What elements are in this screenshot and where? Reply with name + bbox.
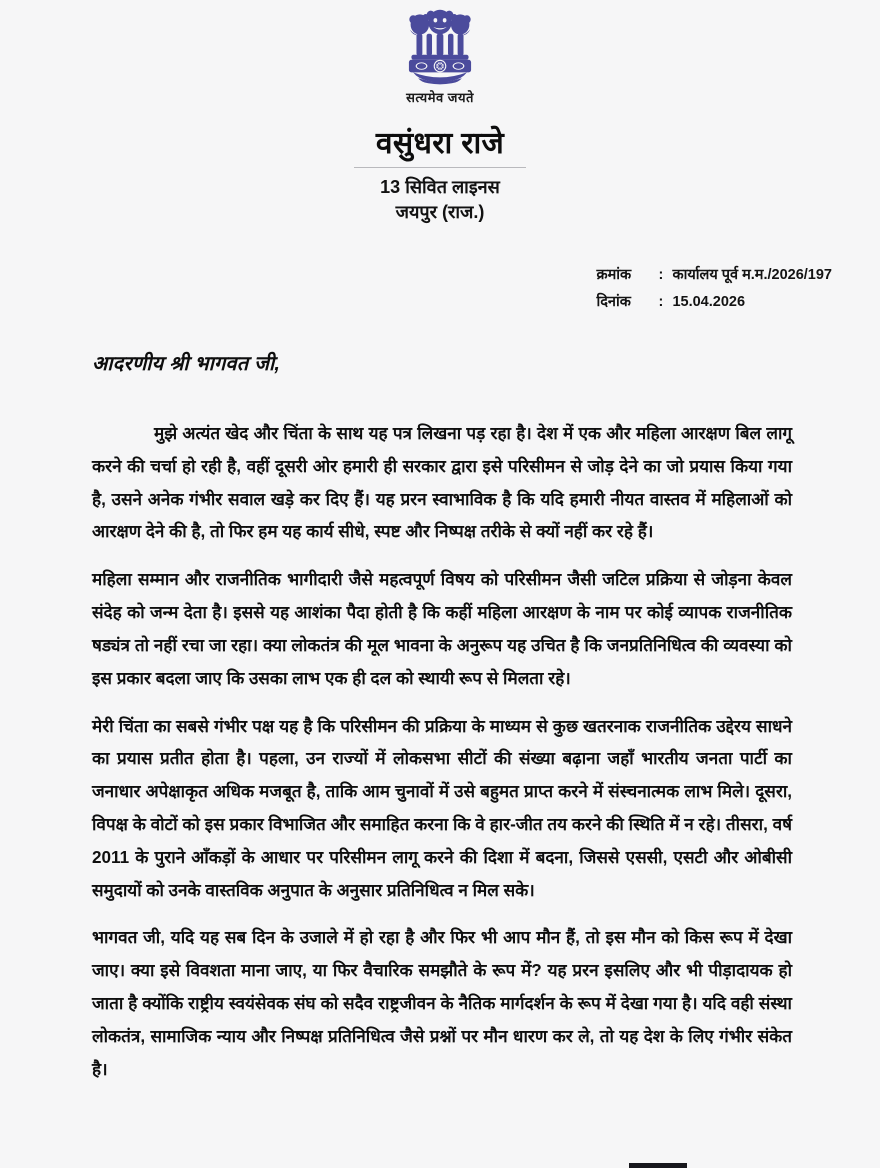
reference-number-value: कार्यालय पूर्व म.म./2026/197: [672, 267, 832, 283]
name-divider: [354, 167, 526, 168]
body-paragraph: मेरी चिंता का सबसे गंभीर पक्ष यह है कि परिसीमन की प्रक्रिया के माध्यम से कुछ खतरनाक राजनीतिक उद्देरय साधने का प्रयास प्रतीत होता है। पहला, उन राज्यों में लोकसभा सीटों की संख्या बढ़ाना जहाँ भारतीय जनता पार्टी का जनाधार अपेक्षाकृत अधिक मजबूत है, ताकि आम चुनावों में उसे बहुमत प्राप्त करने में संस्चनात्मक लाभ मिले। दूसरा, विपक्ष के वोटों को इस प्रकार विभाजित और समाहित करना कि वे हार-जीत तय करने की स्थिति में न रहे। तीसरा, वर्ष 2011 के पुराने ऑंकड़ों के आधार पर परिसीमन लागू करने की दिशा में बदना, जिससे एससी, एसटी और ओबीसी समुदायों को उनके वास्तविक अनुपात के अनुसार प्रतिनिधित्व न मिल सके।: [92, 716, 792, 900]
address-line-2: जयपुर (राज.): [395, 202, 485, 223]
reference-block: [596, 262, 832, 316]
letterhead: [0, 0, 880, 226]
reference-date-colon: :: [658, 293, 664, 310]
reference-date-label: दिनांक: [596, 293, 631, 310]
body-paragraph: मुझे अत्यंत खेद और चिंता के साथ यह पत्र लिखना पड़ रहा है। देश में एक और महिला आरक्षण बिल लागू करने की चर्चा हो रही है, वहीं दूसरी ओर हमारी ही सरकार द्वारा इसे परिसीमन से जोड़ देने का जो प्रयास किया गया है, उसने अनेक गंभीर सवाल खड़े कर दिए हैं। यह प्ररन स्वाभाविक है कि यदि हमारी नीयत वास्तव में महिलाओं को आरक्षण देने की है, तो फिर हम यह कार्य सीधे, स्पष्ट और निष्पक्ष तरीके से क्यों नहीं कर रहे हैं।: [92, 424, 792, 542]
sender-name: वसुंधरा राजे: [375, 127, 505, 161]
india-national-emblem-icon: [397, 6, 483, 90]
national-motto: सत्यमेव जयते: [406, 90, 474, 105]
letter-body: [92, 418, 792, 1101]
reference-date-value: 15.04.2026: [672, 293, 746, 310]
page-bottom-artifact: [629, 1163, 687, 1168]
reference-date-row: [596, 289, 832, 316]
body-paragraph: महिला सम्मान और राजनीतिक भागीदारी जैसे महत्वपूर्ण विषय को परिसीमन जैसी जटिल प्रक्रिया से जोड़ना केवल संदेह को जन्म देता है। इससे यह आशंका पैदा होती है कि कहीं महिला आरक्षण के नाम पर कोई व्यापक राजनीतिक षड्यंत्र तो नहीं रचा जा रहा। क्या लोकतंत्र की मूल भावना के अनुरूप यह उचित है कि जनप्रतिनिधित्व की व्यवस्या को इस प्रकार बदला जाए कि उसका लाभ एक ही दल को स्थायी रूप से मिलता रहे।: [92, 570, 792, 688]
body-paragraph: भागवत जी, यदि यह सब दिन के उजाले में हो रहा है और फिर भी आप मौन हैं, तो इस मौन को किस रूप में देखा जाए। क्या इसे विवशता माना जाए, या फिर वैचारिक समझौते के रूप में? यह प्ररन इसलिए और भी पीड़ादायक हो जाता है क्योंकि राष्ट्रीय स्वयंसेवक संघ को सदैव राष्ट्रजीवन के नैतिक मार्गदर्शन के रूप में देखा गया है। यदि वही संस्था लोकतंत्र, सामाजिक न्याय और निष्पक्ष प्रतिनिधित्व जैसे प्रश्नों पर मौन धारण कर ले, तो यह देश के लिए गंभीर संकेत है।: [92, 928, 792, 1079]
salutation: आदरणीय श्री भागवत जी,: [92, 353, 281, 375]
address-line-1: 13 सिवित लाइनस: [380, 176, 500, 197]
reference-number-colon: :: [658, 267, 664, 283]
reference-number-row: [596, 262, 832, 289]
reference-number-label: क्रमांक: [596, 267, 632, 283]
